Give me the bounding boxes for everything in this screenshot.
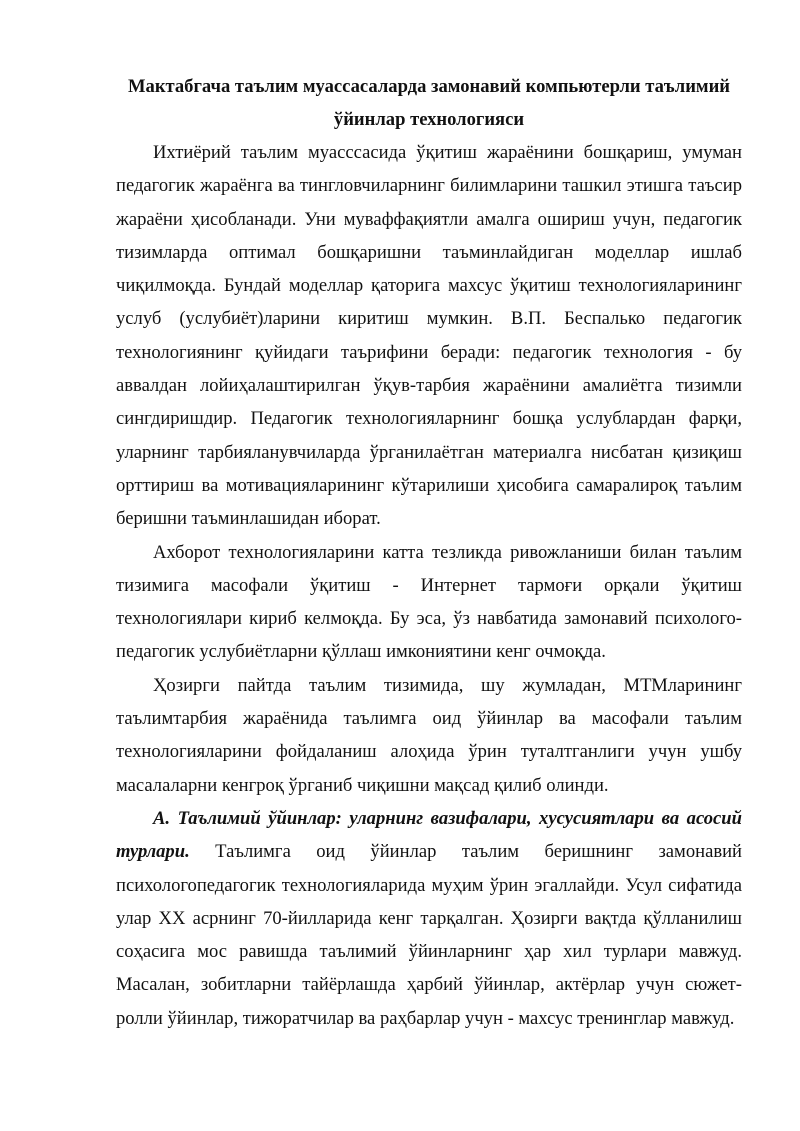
section-a-heading: А. Таълимий ўйинлар: уларнинг вазифалари, хусусиятлари ва асосий турлари. — [116, 807, 742, 863]
section-a-text: Таълимга оид ўйинлар таълим беришнинг замонавий психологопедагогик технологияларида муҳим ўрин эгаллайди. Усул сифатида улар XX асрнинг 70-йилларида кенг тарқалган. Ҳозирги вақтда қўлланилиш соҳасига мос равишда таълимий ўйинларнинг ҳар хил турлари мавжуд. Масалан, зобитларни тайёрлашда ҳарбий ўйинлар, актёрлар учун сюжет-ролли ўйинлар, тижоратчилар ва раҳбарлар учун - махсус тренинглар мавжуд. — [116, 841, 742, 1029]
document-page — [116, 70, 742, 1035]
paragraph-1: Ихтиёрий таълим муасссасида ўқитиш жараёнини бошқариш, умуман педагогик жараёнга ва тингловчиларнинг билимларини ташкил этишга таъсир жараёни ҳисобланади. Уни муваффақиятли амалга ошириш учун, педагогик тизимларда оптимал бошқаришни таъминлайдиган моделлар ишлаб чиқилмоқда. Бундай моделлар қаторига махсус ўқитиш технологияларининг услуб (услубиёт)ларини киритиш мумкин. В.П. Беспалько педагогик технологиянинг қуйидаги таърифини беради: педагогик технология - бу аввалдан лойиҳалаштирилган ўқув-тарбия жараёнини амалиётга тизимли сингдиришдир. Педагогик технологияларнинг бошқа услублардан фарқи, уларнинг тарбияланувчиларда ўрганилаётган материалга нисбатан қизиқиш орттириш ва мотивацияларининг кўтарилиши ҳисобига самаралироқ таълим беришни таъминлашидан иборат. — [116, 142, 742, 530]
document-title: Мактабгача таълим муассасаларда замонавий компьютерли таълимий ўйинлар технологияси — [127, 76, 731, 130]
paragraph-2: Ахборот технологияларини катта тезликда ривожланиши билан таълим тизимига масофали ўқитиш - Интернет тармоғи орқали ўқитиш технологиялари кириб келмоқда. Бу эса, ўз навбатида замонавий психолого-педагогик услубиётларни қўллаш имкониятини кенг очмоқда. — [116, 541, 742, 663]
paragraph-3: Ҳозирги пайтда таълим тизимида, шу жумладан, МТМларининг таълимтарбия жараёнида таълимга оид ўйинлар ва масофали таълим технологияларини фойдаланиш алоҳида ўрин туталтганлиги учун ушбу масалаларни кенгроқ ўрганиб чиқишни мақсад қилиб олинди. — [116, 674, 742, 796]
paragraph-section-a — [116, 802, 742, 1035]
